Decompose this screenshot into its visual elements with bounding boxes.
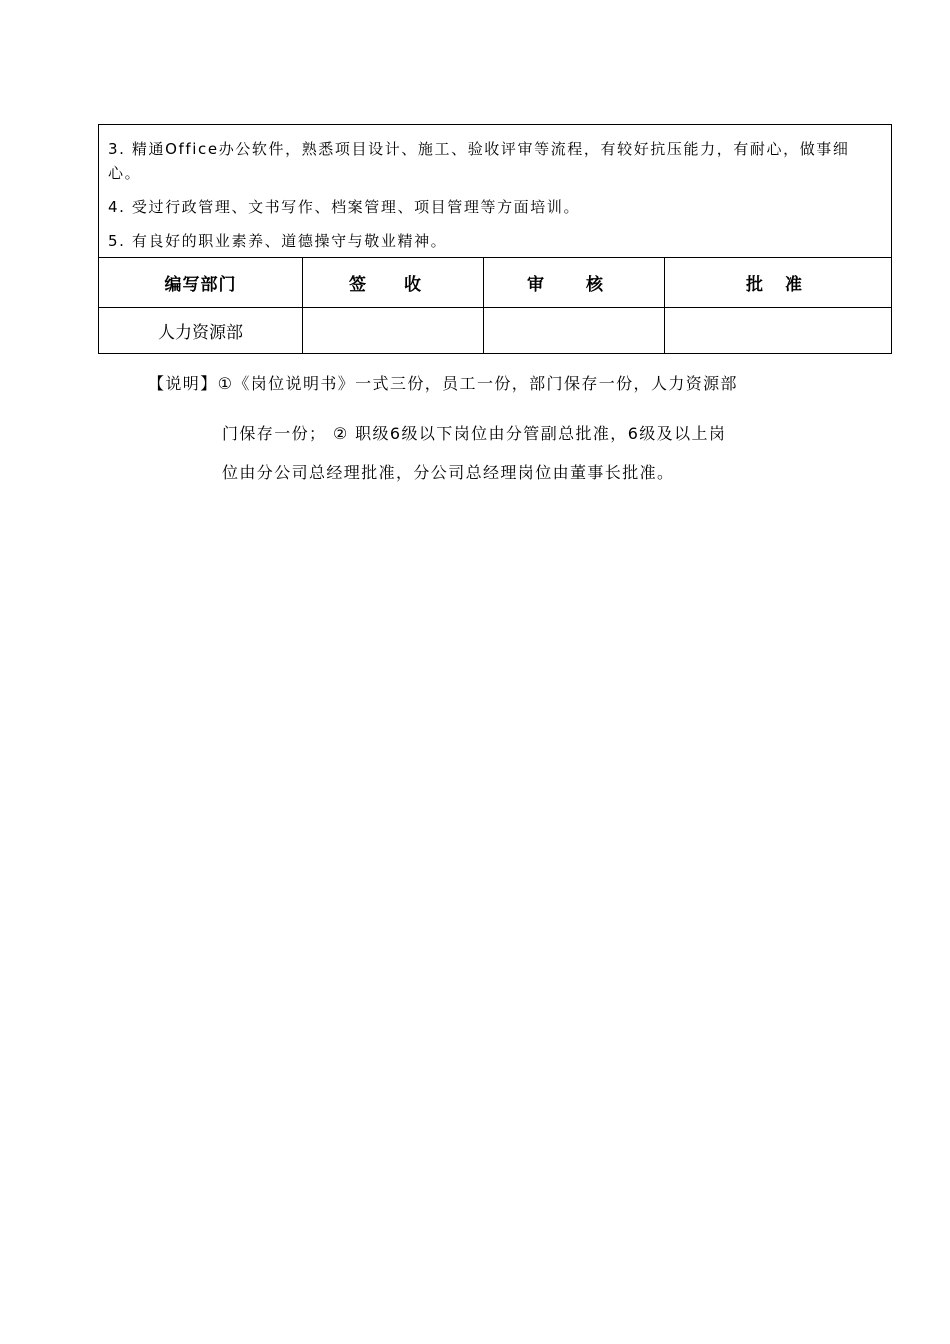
note-section: [148, 372, 818, 485]
value-compiling-dept: 人力资源部: [99, 308, 303, 354]
header-compiling-dept: 编写部门: [99, 258, 303, 308]
requirements-cell: [99, 125, 892, 258]
approval-value-row: [99, 308, 892, 354]
approval-header-row: [99, 258, 892, 308]
value-sign-receipt: [303, 308, 484, 354]
value-review: [484, 308, 665, 354]
value-approve: [665, 308, 892, 354]
header-approve: 批 准: [665, 258, 892, 308]
requirements-row: [99, 125, 892, 258]
header-review: 审 核: [484, 258, 665, 308]
note-line: 门保存一份； ② 职级6级以下岗位由分管副总批准，6级及以上岗: [222, 424, 727, 443]
job-description-table: [98, 124, 892, 354]
requirement-item: 3. 精通Office办公软件，熟悉项目设计、施工、验收评审等流程，有较好抗压能力，有耐心，做事细心。: [108, 140, 850, 182]
requirement-item: 4. 受过行政管理、文书写作、档案管理、项目管理等方面培训。: [108, 198, 581, 216]
header-sign-receipt: 签 收: [303, 258, 484, 308]
note-line: 位由分公司总经理批准，分公司总经理岗位由董事长批准。: [222, 463, 675, 482]
note-line: 【说明】①《岗位说明书》一式三份，员工一份，部门保存一份，人力资源部: [148, 374, 738, 393]
requirement-item: 5. 有良好的职业素养、道德操守与敬业精神。: [108, 232, 448, 250]
